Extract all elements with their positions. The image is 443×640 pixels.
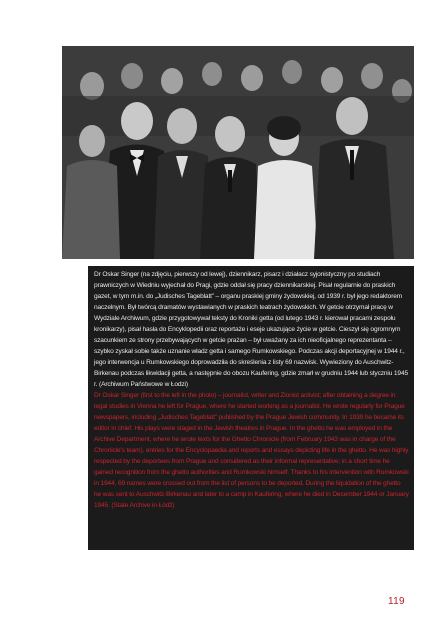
caption-english: Dr Oskar Singer (first to the left in the photo) – journalist, writer and Zionist activist; after obtaining a degree in legal studies in Vienna he left for Prague, where he started working as a journalist. He wrote regularly for Prague newspapers, including „Judisches Tageblatt” published by the Prague Jewish community. In 1939 he became its editor in chief. His plays were staged in the Jewish theatres in Prague. In the ghetto he was employed in the Archive Department, where he wrote texts for the Ghetto Chronicle (from February 1943 was in charge of the Chronicle's team), entries for the Encyclopaedia and reports and essays depicting life in the ghetto. He was highly respected by the deportees from Prague and considered as their informal representative; in a short time he gained recognition from the ghetto authorities and Rumkowski himself. Thanks to his intervention with Rumkowski in 1944, 69 names were crossed out from the list of persons to be deported. During the liquidation of the ghetto he was sent to Auschwitz-Birkenau and later to a camp in Kaufering, where he died in December 1944 or January 1945. (State Archive in Łódź) bbox=[94, 392, 409, 509]
archival-group-photo bbox=[62, 46, 414, 259]
photo-illustration bbox=[62, 46, 414, 259]
page-number: 119 bbox=[388, 596, 405, 607]
photo-caption-box bbox=[88, 266, 414, 550]
caption-polish: Dr Oskar Singer (na zdjęciu, pierwszy od lewej), dziennikarz, pisarz i działacz syjonistyczny po studiach prawniczych w Wiedniu wyjechał do Pragi, gdzie oddał się pracy dziennikarskiej. Pisał regularnie do praskich gazet, w tym m.in. do „Judisches Tageblatt” – organu praskiej gminy żydowskiej, od 1939 r. był jego redaktorem naczelnym. Był twórcą dramatów wystawianych w praskich teatrach żydowskich. W getcie otrzymał pracę w Wydziale Archiwum, gdzie przygotowywał teksty do Kroniki getta (od lutego 1943 r. kierował pracami zespołu kronikarzy), pisał hasła do Encyklopedii oraz reportaże i eseje ukazujące życie w getcie. Cieszył się ogromnym szacunkiem ze strony przebywających w getcie prażan – był uważany za ich nieoficjalnego reprezentanta – szybko zyskał sobie także uznanie władz getta i samego Rumkowskiego. Podczas akcji deportacyjnej w 1944 r., jego interwencja u Rumkowskiego doprowadziła do skreślenia z listy 69 nazwisk. Wywieziony do Auschwitz-Birkenau podczas likwidacji getta, a następnie do obozu Kaufering, gdzie zmarł w grudniu 1944 lub styczniu 1945 r. (Archiwum Państwowe w Łodzi) bbox=[94, 271, 408, 388]
